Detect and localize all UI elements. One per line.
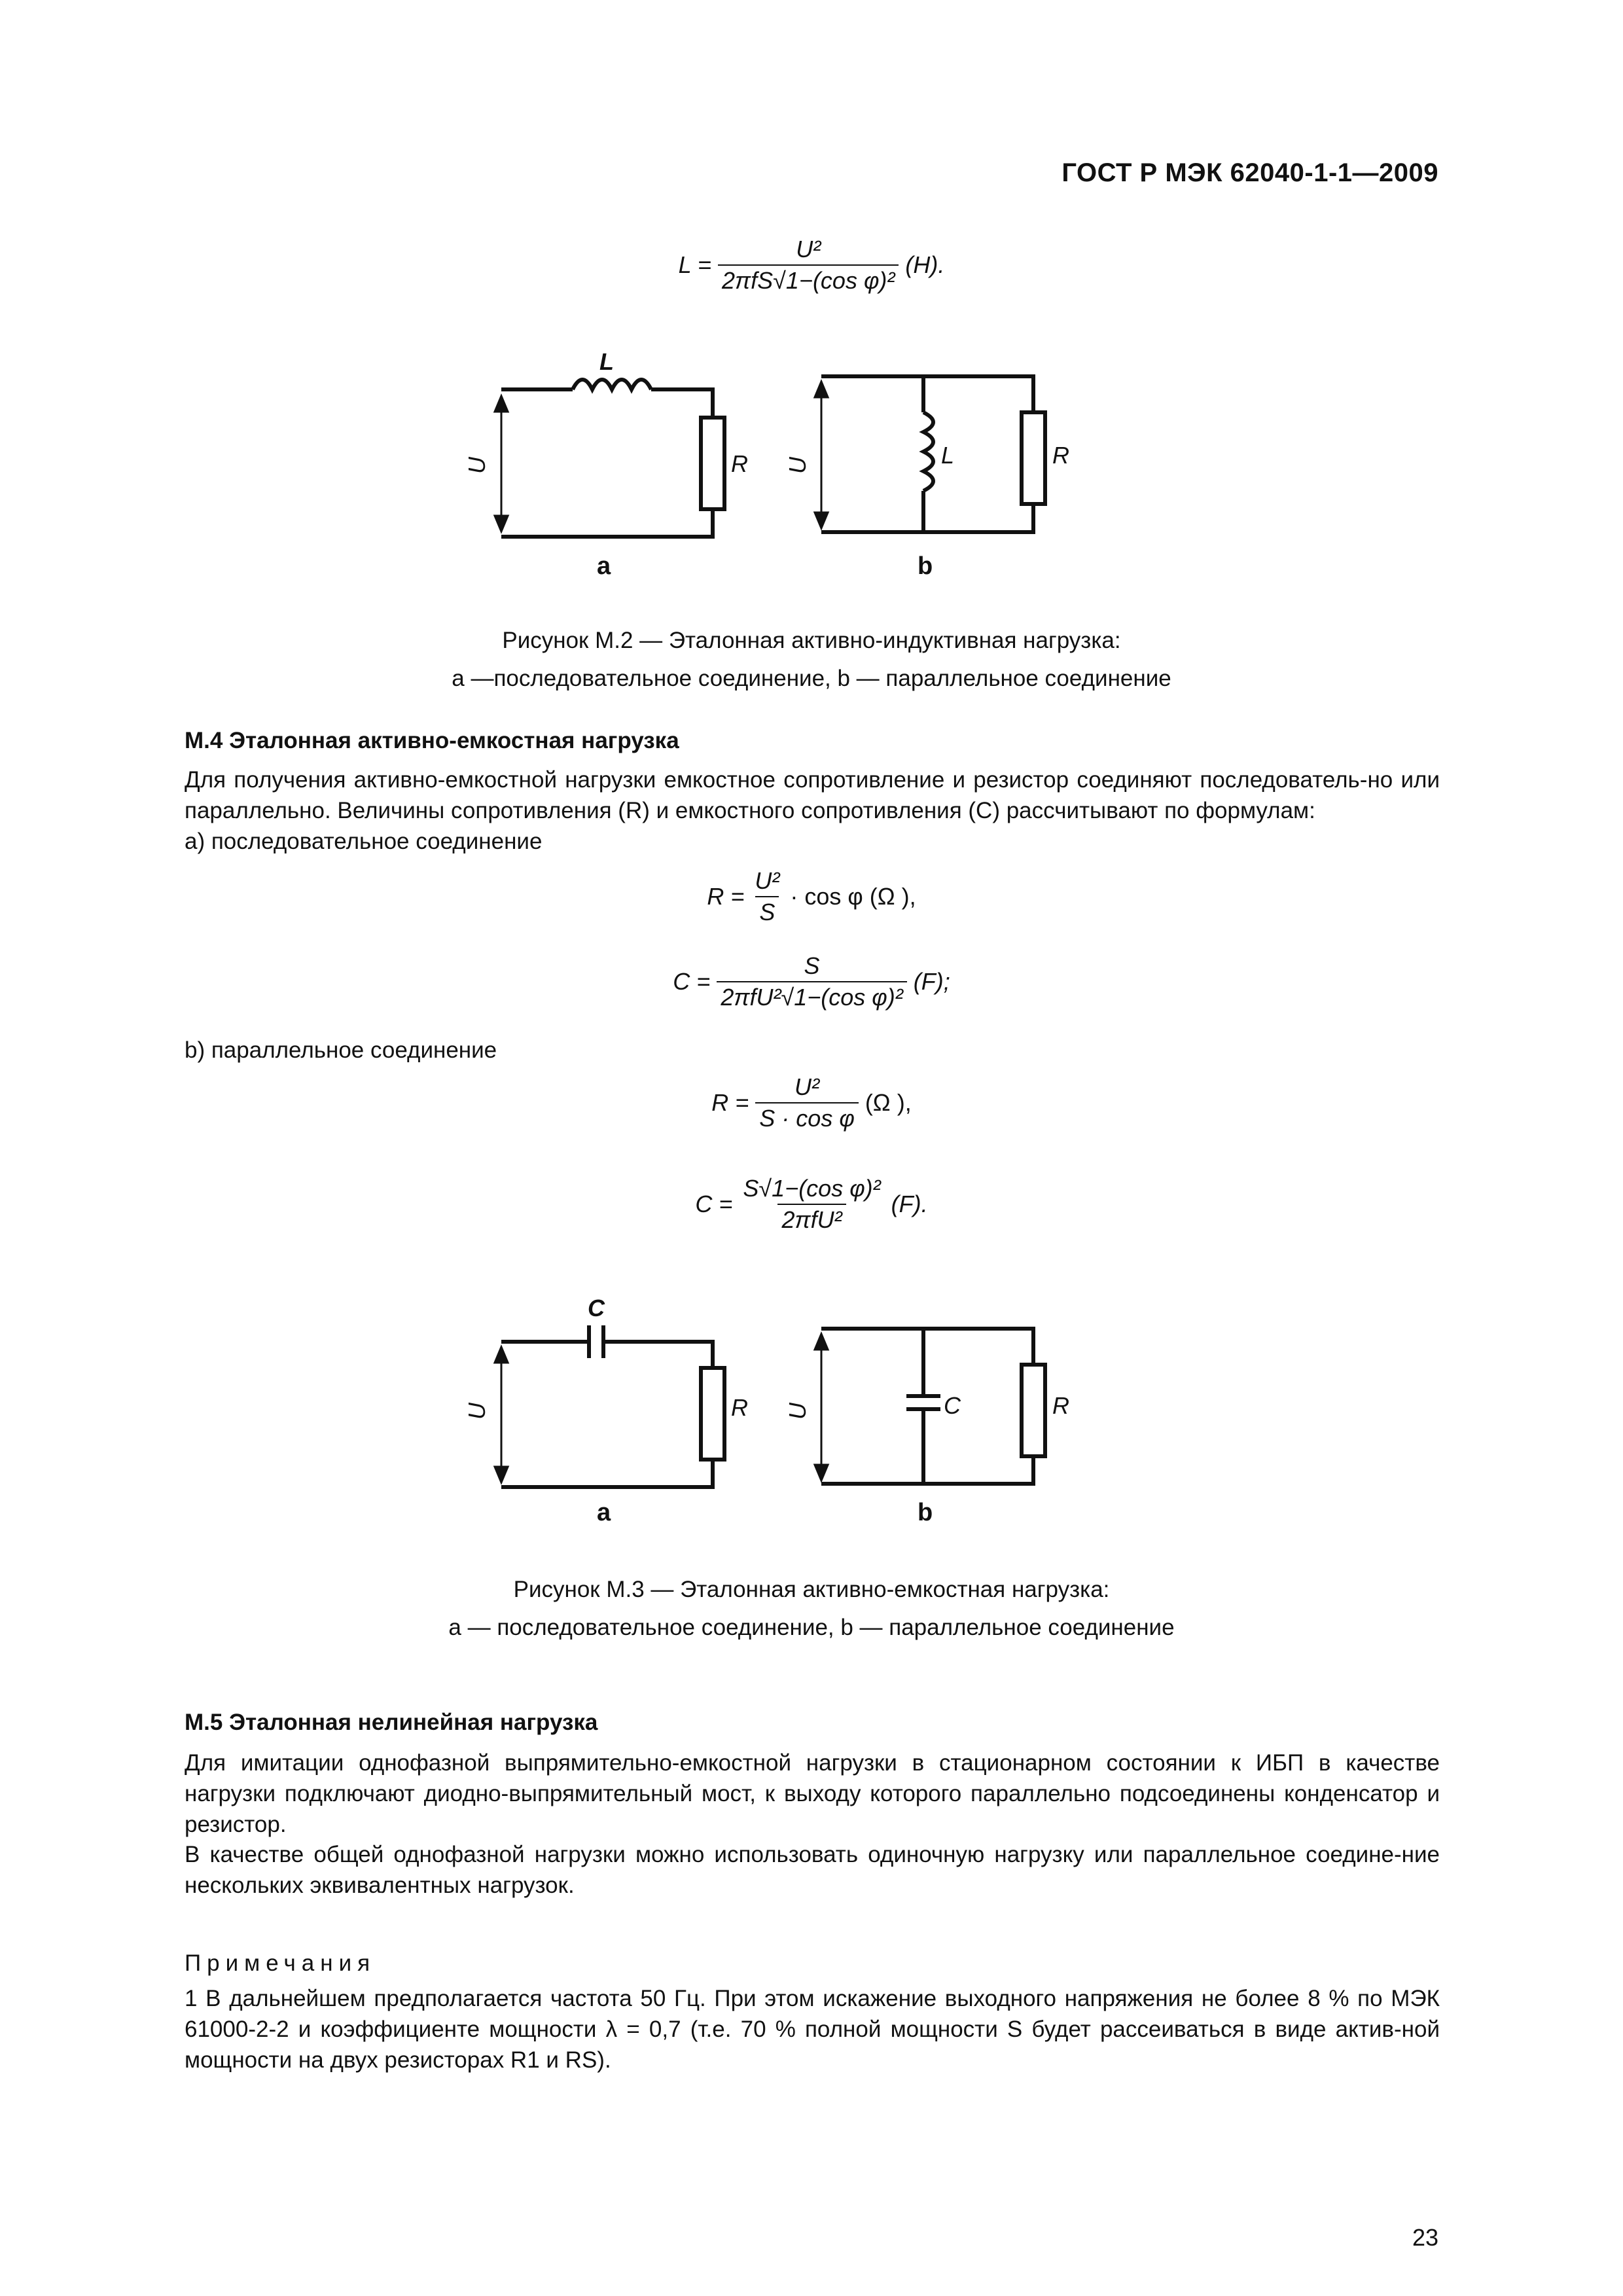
figure-m3-caption <box>0 1571 1623 1647</box>
label-resistor-a: R <box>731 1394 748 1421</box>
formula-numerator: U² <box>755 867 780 894</box>
section-m5-paragraph-1: Для имитации однофазной выпрямительно-емкостной нагрузки в стационарном состоянии к ИБП в качестве нагрузки подключают диодно-выпрямительный мост, к выходу которого параллельно подсоединены конденсатор и резистор. <box>185 1750 1440 1837</box>
formula-unit: (H). <box>905 251 945 278</box>
formula-numerator: S <box>804 952 820 979</box>
label-resistor-b: R <box>1052 1392 1069 1419</box>
resistor-symbol <box>701 418 724 509</box>
formula-R-parallel <box>0 1073 1623 1132</box>
formula-lhs: R = <box>711 1089 749 1116</box>
formula-denominator: 2πfU²√1−(cos φ)² <box>717 981 906 1011</box>
formula-fraction <box>717 952 906 1011</box>
label-capacitor-b: C <box>944 1392 961 1419</box>
caption-line: Рисунок М.3 — Эталонная активно-емкостная нагрузка: <box>513 1577 1110 1602</box>
label-resistor-b: R <box>1052 442 1069 469</box>
formula-lhs: C = <box>673 968 711 995</box>
list-item-b: b) параллельное соединение <box>185 1037 497 1063</box>
formula-fraction <box>755 1073 859 1132</box>
formula-fraction <box>751 867 783 926</box>
label-voltage-a: U <box>463 457 490 474</box>
label-fig3-a: a <box>597 1499 611 1526</box>
formula-C-series <box>0 952 1623 1011</box>
formula-lhs: L = <box>678 251 711 278</box>
label-inductor-b: L <box>941 442 955 469</box>
formula-rest: · cos φ (Ω ), <box>790 883 916 910</box>
document-code: ГОСТ Р МЭК 62040-1-1—2009 <box>1061 158 1438 187</box>
label-fig2-a: a <box>597 552 611 580</box>
formula-denominator: 2πfS√1−(cos φ)² <box>718 264 899 295</box>
section-heading-m4: М.4 Эталонная активно-емкостная нагрузка <box>185 728 679 753</box>
formula-unit: (Ω ), <box>865 1089 912 1116</box>
formula-lhs: R = <box>707 883 745 910</box>
figure-m3-circuits <box>0 1289 1623 1538</box>
formula-denominator: S · cos φ <box>755 1102 859 1132</box>
formula-numerator: S√1−(cos φ)² <box>743 1175 881 1202</box>
caption-line: a —последовательное соединение, b — параллельное соединение <box>452 666 1171 691</box>
caption-line: a — последовательное соединение, b — параллельное соединение <box>448 1615 1175 1640</box>
list-item-a: a) последовательное соединение <box>185 829 543 854</box>
formula-unit: (F); <box>913 968 950 995</box>
label-capacitor-a: C <box>588 1295 605 1321</box>
caption-line: Рисунок М.2 — Эталонная активно-индуктивная нагрузка: <box>502 628 1121 653</box>
formula-lhs: C = <box>695 1191 733 1217</box>
label-voltage-b: U <box>784 457 811 474</box>
label-resistor-a: R <box>731 450 748 477</box>
notes-heading: Примечания <box>185 1950 376 1976</box>
label-voltage-b: U <box>784 1403 811 1420</box>
formula-unit: (F). <box>891 1191 928 1217</box>
section-m5-paragraph-2: В качестве общей однофазной нагрузки можно использовать одиночную нагрузку или параллельное соедине-ние нескольких эквивалентных нагрузок. <box>185 1842 1440 1898</box>
formula-numerator: U² <box>796 236 821 262</box>
label-fig2-b: b <box>918 552 933 580</box>
formula-denominator: S <box>755 896 779 926</box>
section-heading-m5: М.5 Эталонная нелинейная нагрузка <box>185 1710 598 1735</box>
section-m4-paragraph: Для получения активно-емкостной нагрузки емкостное сопротивление и резистор соединяют последователь-но или параллельно. Величины сопротивления (R) и емкостного сопротивления (C) рассчитывают по формулам: <box>185 767 1440 823</box>
formula-inductance <box>0 236 1623 295</box>
label-inductor-a: L <box>599 348 614 375</box>
formula-fraction <box>718 236 899 295</box>
formula-R-series <box>0 867 1623 926</box>
label-voltage-a: U <box>463 1403 490 1420</box>
formula-denominator: 2πfU² <box>777 1204 846 1234</box>
formula-C-parallel <box>0 1175 1623 1234</box>
label-fig3-b: b <box>918 1499 933 1526</box>
figure-m2-caption <box>0 622 1623 698</box>
page-number: 23 <box>1412 2224 1438 2251</box>
formula-fraction <box>739 1175 884 1234</box>
figure-m2-circuits <box>0 340 1623 589</box>
note-1: 1 В дальнейшем предполагается частота 50 Гц. При этом искажение выходного напряжения не более 8 % по МЭК 61000-2-2 и коэффициенте мощности λ = 0,7 (т.е. 70 % полной мощности S будет рассеиваться в виде актив-ной мощности на двух резисторах R1 и RS). <box>185 1986 1440 2073</box>
formula-numerator: U² <box>794 1073 820 1100</box>
